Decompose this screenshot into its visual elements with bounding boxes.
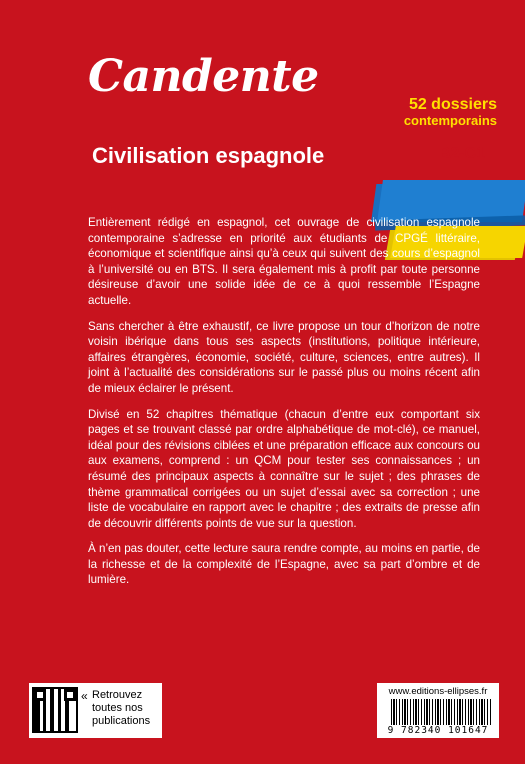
blurb-paragraph: Sans chercher à être exhaustif, ce livre propose un tour d’horizon de notre voisin ibérique dans tous ses aspects (institutions, politique intérieure, affaires étrangères, économie, société, culture, sciences, entre autres). Il joint à l’actualité des considérations sur le passé plus ou moins récent afin de mieux éclairer le présent. <box>88 319 480 395</box>
dossiers-label: contemporains <box>403 112 497 128</box>
arrow-icon: « <box>81 689 88 703</box>
qr-caption: Retrouvez toutes nos publications <box>92 689 151 727</box>
book-subtitle: Civilisation espagnole <box>92 143 325 168</box>
book-title: Candente <box>88 51 319 102</box>
qr-promo[interactable] <box>29 683 162 738</box>
barcode-icon <box>391 699 491 725</box>
blurb <box>88 215 480 598</box>
blurb-paragraph: À n’en pas douter, cette lecture saura rendre compte, au moins en partie, de la richesse et de la complexité de l’Espagne, avec sa part d’ombre et de lumière. <box>88 542 480 587</box>
blurb-paragraph: Divisé en 52 chapitres thématique (chacun d’entre eux comportant six pages et se trouvant classé par ordre alphabétique de mot-clé), ce manuel, idéal pour des révisions ciblées et une préparation efficace aux concours ou aux examens, comprend : un QCM pour tester ses connaissances ; un résumé des principaux aspects à connaître sur le sujet ; des phrases de thème grammatical corrigées ou un sujet d’essai avec sa correction ; une liste de vocabulaire en rapport avec le chapitre ; des extraits de presse afin de découvrir différents points de vue sur la question. <box>88 407 480 530</box>
blurb-paragraph: Entièrement rédigé en espagnol, cet ouvrage de civilisation espagnole contemporaine s’adresse en priorité aux étudiants de CPGÉ littéraire, économique et scientifique ainsi qu’à ceux qui suivent des cours d’espagnol à l’université ou en BTS. Il sera également mis à profit par toute personne désireuse d’avoir une solide idée de ce à quoi ressemble l’Espagne actuelle. <box>88 216 480 307</box>
isbn-number: 9 782340 101647 <box>387 725 489 736</box>
publisher-website[interactable]: www.editions-ellipses.fr <box>388 686 488 697</box>
dossiers-badge <box>404 97 497 127</box>
dossiers-count: 52 dossiers <box>408 96 497 113</box>
barcode-block <box>377 683 499 738</box>
level-badge: B2-C1 <box>438 145 485 162</box>
qr-code-icon[interactable] <box>34 689 76 731</box>
